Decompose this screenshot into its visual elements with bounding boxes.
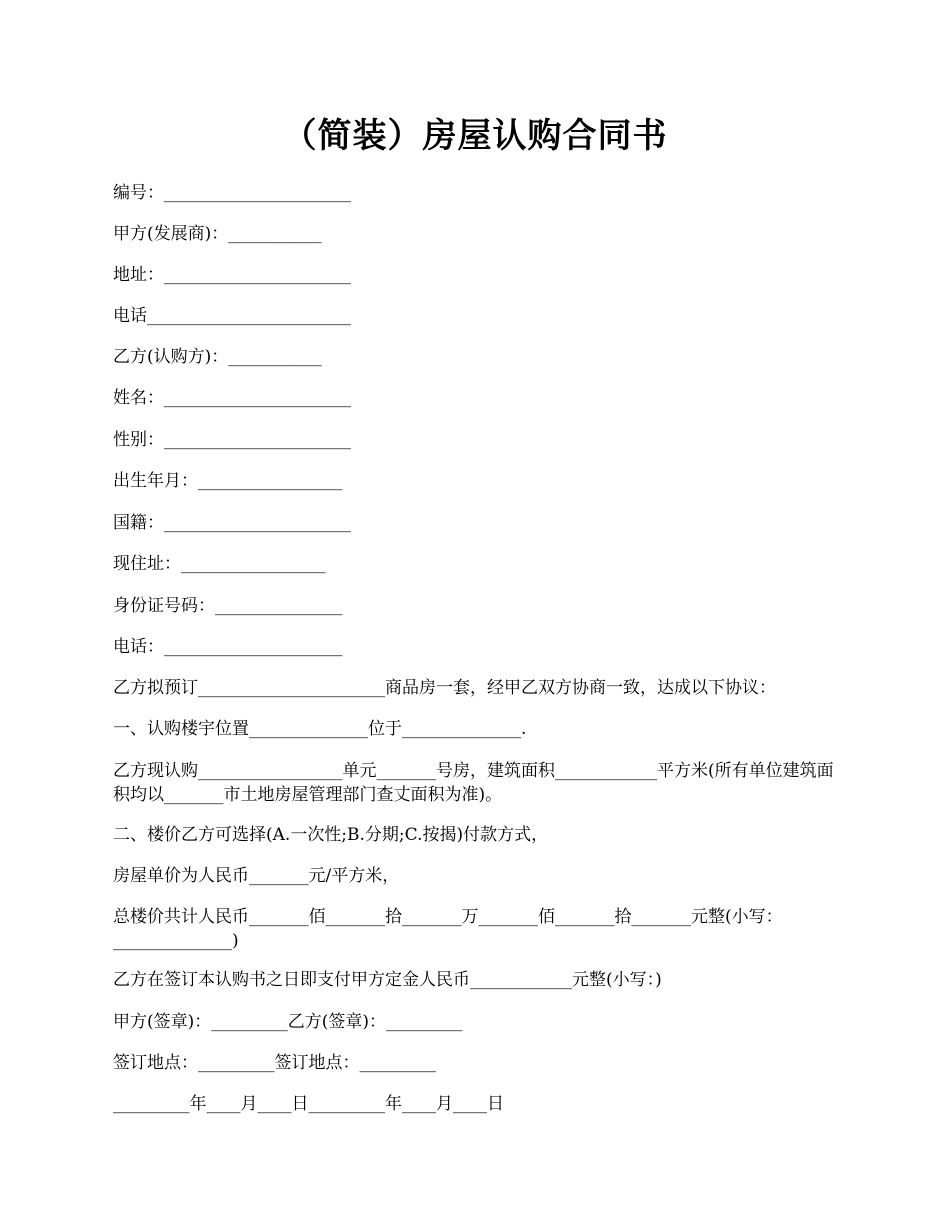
clause-intro: 乙方拟预订______________________商品房一套，经甲乙双方协商一致，达成以下协议：	[113, 678, 776, 698]
field-birth-date: 出生年月：_________________	[113, 471, 343, 491]
field-phone: 电话________________________	[113, 306, 351, 326]
clause-deposit: 乙方在签订本认购书之日即支付甲方定金人民币____________元整(小写：)	[113, 970, 662, 990]
field-gender: 性别：______________________	[113, 430, 351, 450]
field-address: 地址：______________________	[113, 265, 351, 285]
document-title: （简装）房屋认购合同书	[282, 116, 668, 156]
field-current-address: 现住址：_________________	[113, 554, 326, 574]
field-serial-number: 编号：______________________	[113, 183, 351, 203]
field-name: 姓名：______________________	[113, 388, 351, 408]
clause-unit: 乙方现认购_________________单元_______号房，建筑面积____________平方米(所有单位建筑面积均以_______市土地房屋管理部门查丈面积为准)。	[113, 761, 834, 805]
signing-place-line: 签订地点：_________签订地点：_________	[113, 1053, 436, 1073]
clause-unit-price: 房屋单价为人民币_______元/平方米，	[113, 866, 400, 886]
field-id-number: 身份证号码：_______________	[113, 596, 343, 616]
clause-total-price: 总楼价共计人民币_______佰_______拾_______万_______佰_______拾_______元整(小写：______________)	[113, 907, 783, 951]
field-party-b: 乙方(认购方)：___________	[113, 347, 322, 367]
field-phone-2: 电话：_____________________	[113, 637, 343, 657]
field-nationality: 国籍：______________________	[113, 513, 351, 533]
signature-line: 甲方(签章)：_________乙方(签章)：_________	[113, 1012, 463, 1032]
date-line: _________年____月____日_________年____月____日	[113, 1094, 504, 1114]
field-party-a: 甲方(发展商)：___________	[113, 224, 322, 244]
clause-location: 一、认购楼宇位置______________位于______________.	[113, 719, 527, 739]
clause-payment-method: 二、楼价乙方可选择(A.一次性;B.分期;C.按揭)付款方式，	[113, 825, 549, 845]
